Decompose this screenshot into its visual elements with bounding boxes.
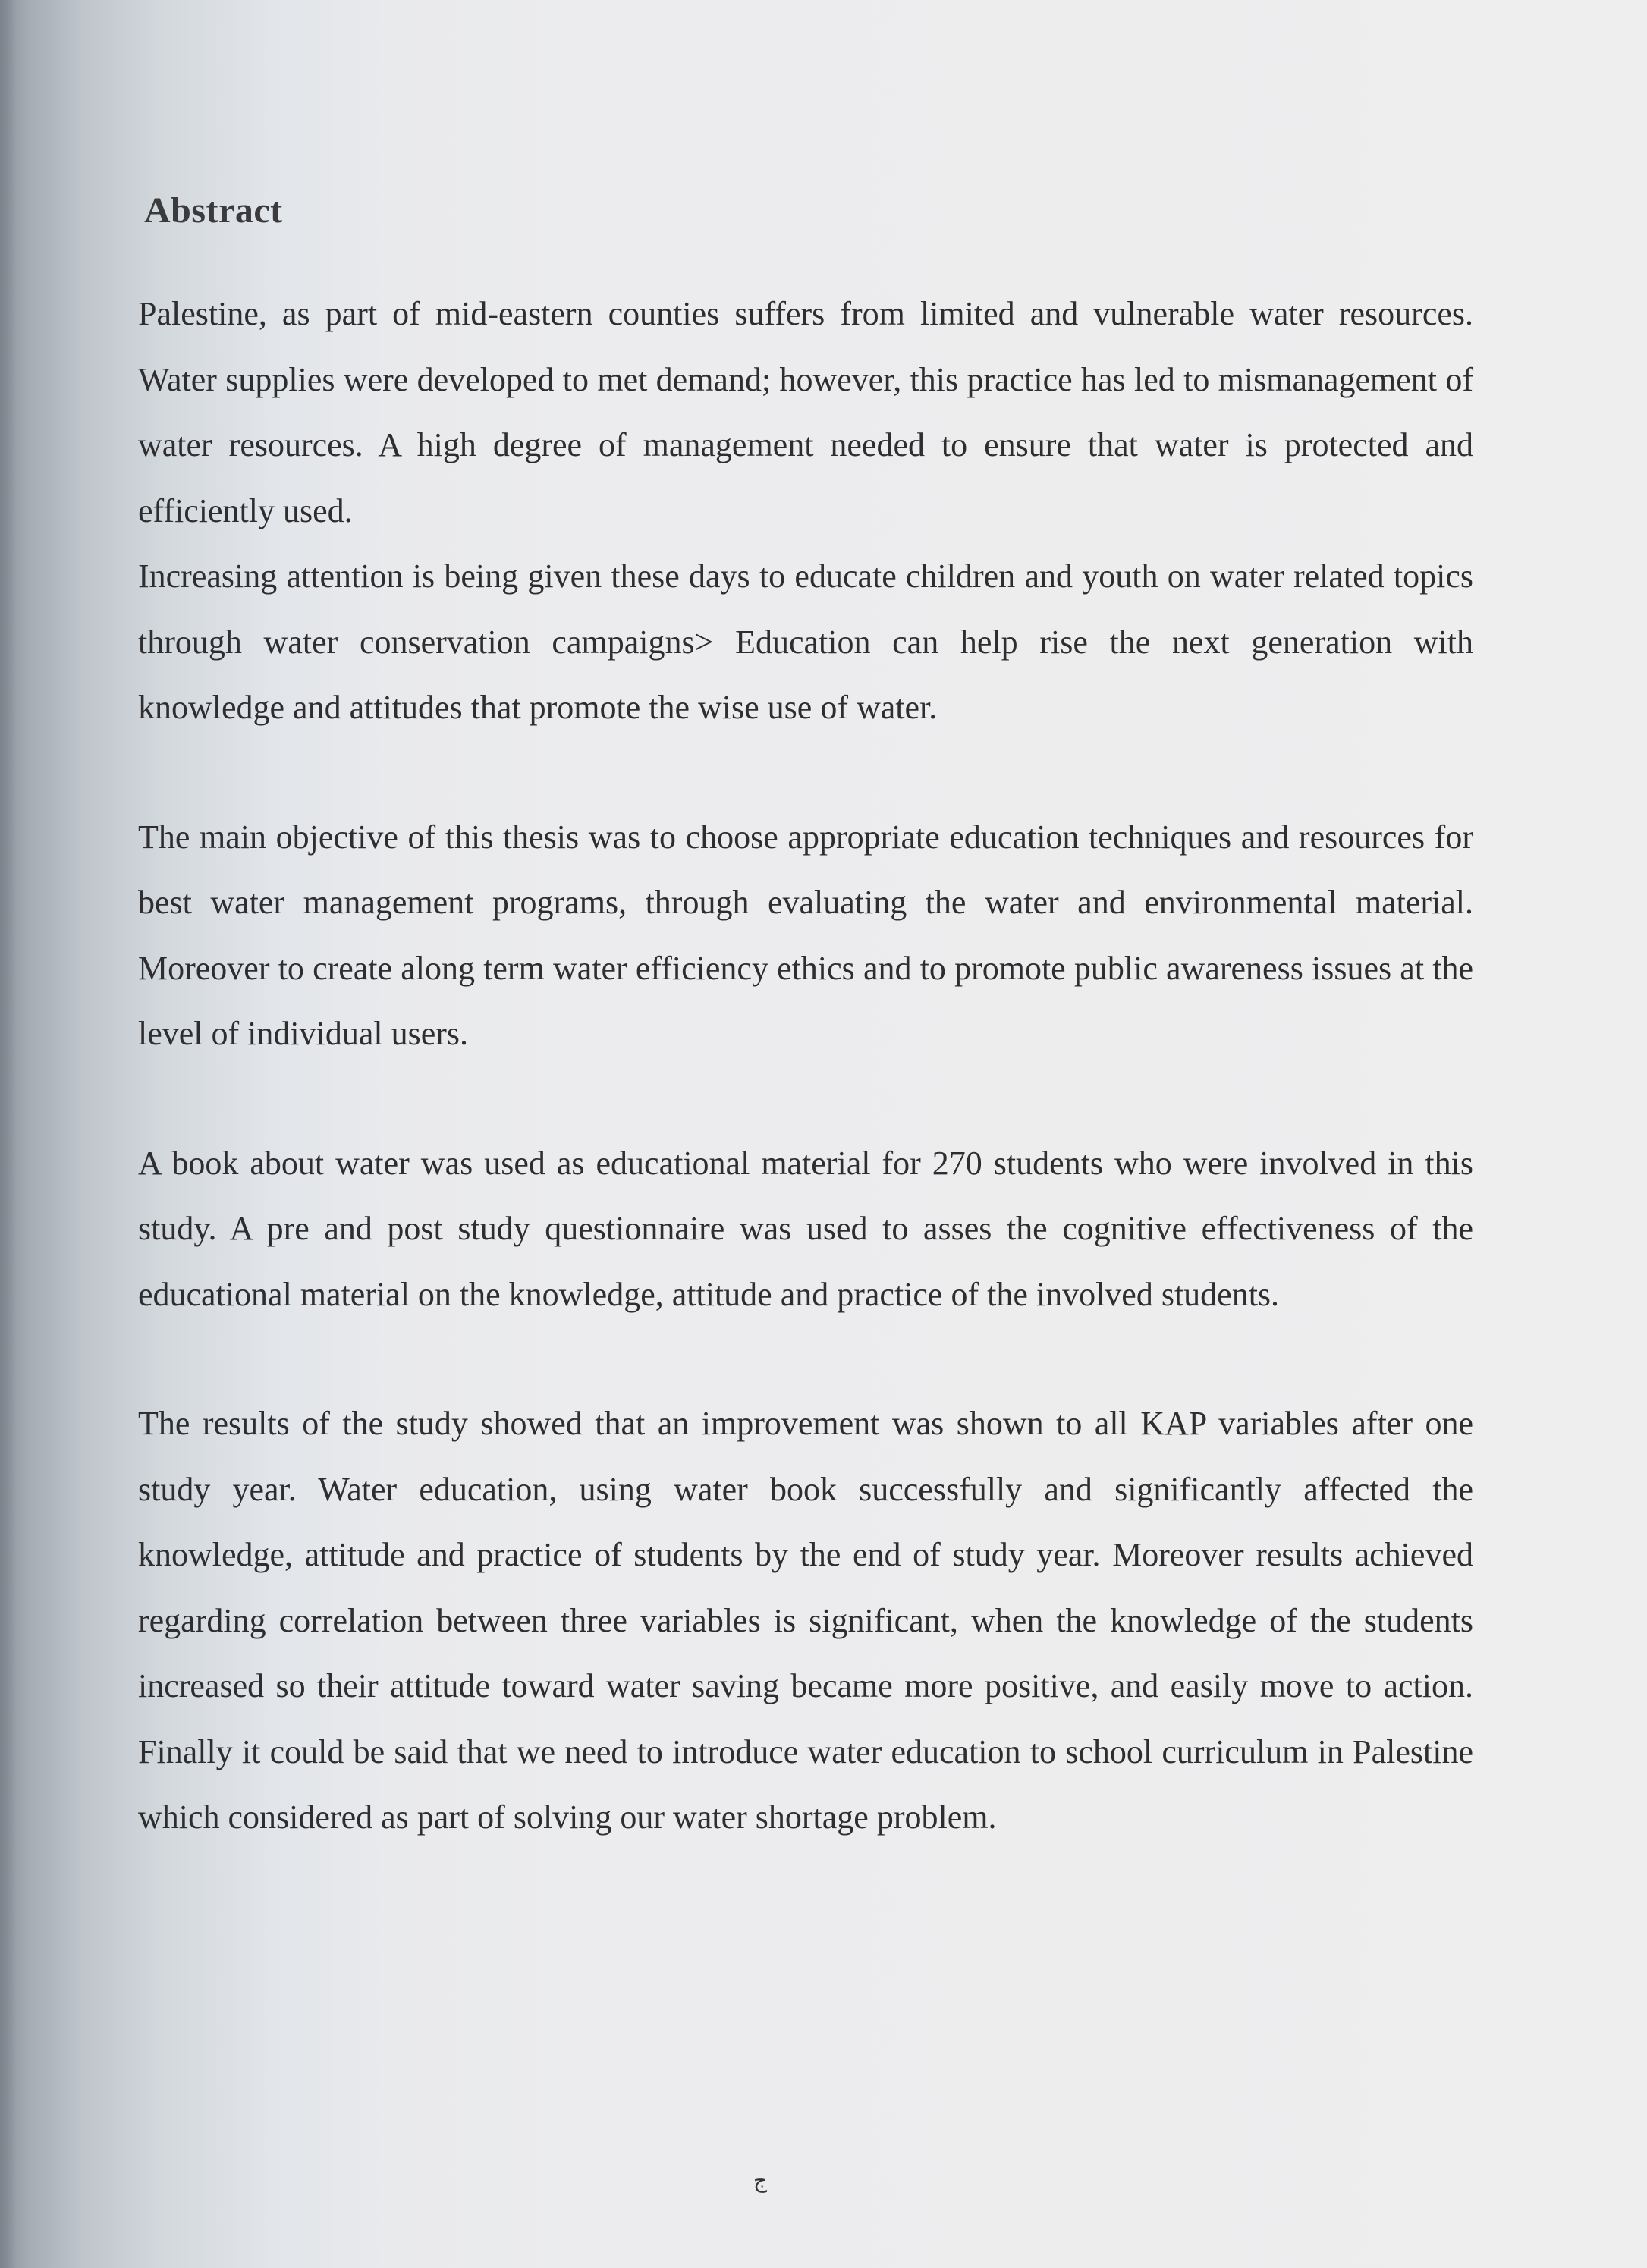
binding-shadow (0, 0, 17, 2268)
paragraph-1: Palestine, as part of mid-eastern counties suffers from limited and vulnerable water resources. Water supplies were developed to met demand; however, this practice has led to mismanagement of water resources. A high degree of management needed to ensure that water is protected and efficiently used. (138, 295, 1473, 529)
paragraph-5: The results of the study showed that an improvement was shown to all KAP variables after one study year. Water education, using water book successfully and significantly affected the knowledge, attitude and practice of students by the end of study year. Moreover results achieved regarding correlation between three variables is significant, when the knowledge of the students increased so their attitude toward water saving became more positive, and easily move to action. Finally it could be said that we need to introduce water education to school curriculum in Palestine which considered as part of solving our water shortage problem. (138, 1405, 1473, 1836)
paragraph-4: A book about water was used as educational material for 270 students who were involved in this study. A pre and post study questionnaire was used to asses the cognitive effectiveness of the educational material on the knowledge, attitude and practice of the involved students. (138, 1144, 1473, 1313)
paragraph-2: Increasing attention is being given these days to educate children and youth on water related topics through water conservation campaigns> Education can help rise the next generation with knowledge and attitudes that promote the wise use of water. (138, 558, 1473, 726)
paragraph-3: The main objective of this thesis was to choose appropriate education techniques and resources for best water management programs, through evaluating the water and environmental material. Moreover to create along term water efficiency ethics and to promote public awareness issues at the level of individual users. (138, 818, 1473, 1052)
abstract-content (138, 190, 1473, 1851)
page-title: Abstract (144, 190, 283, 231)
page-number: ج (753, 2169, 768, 2193)
